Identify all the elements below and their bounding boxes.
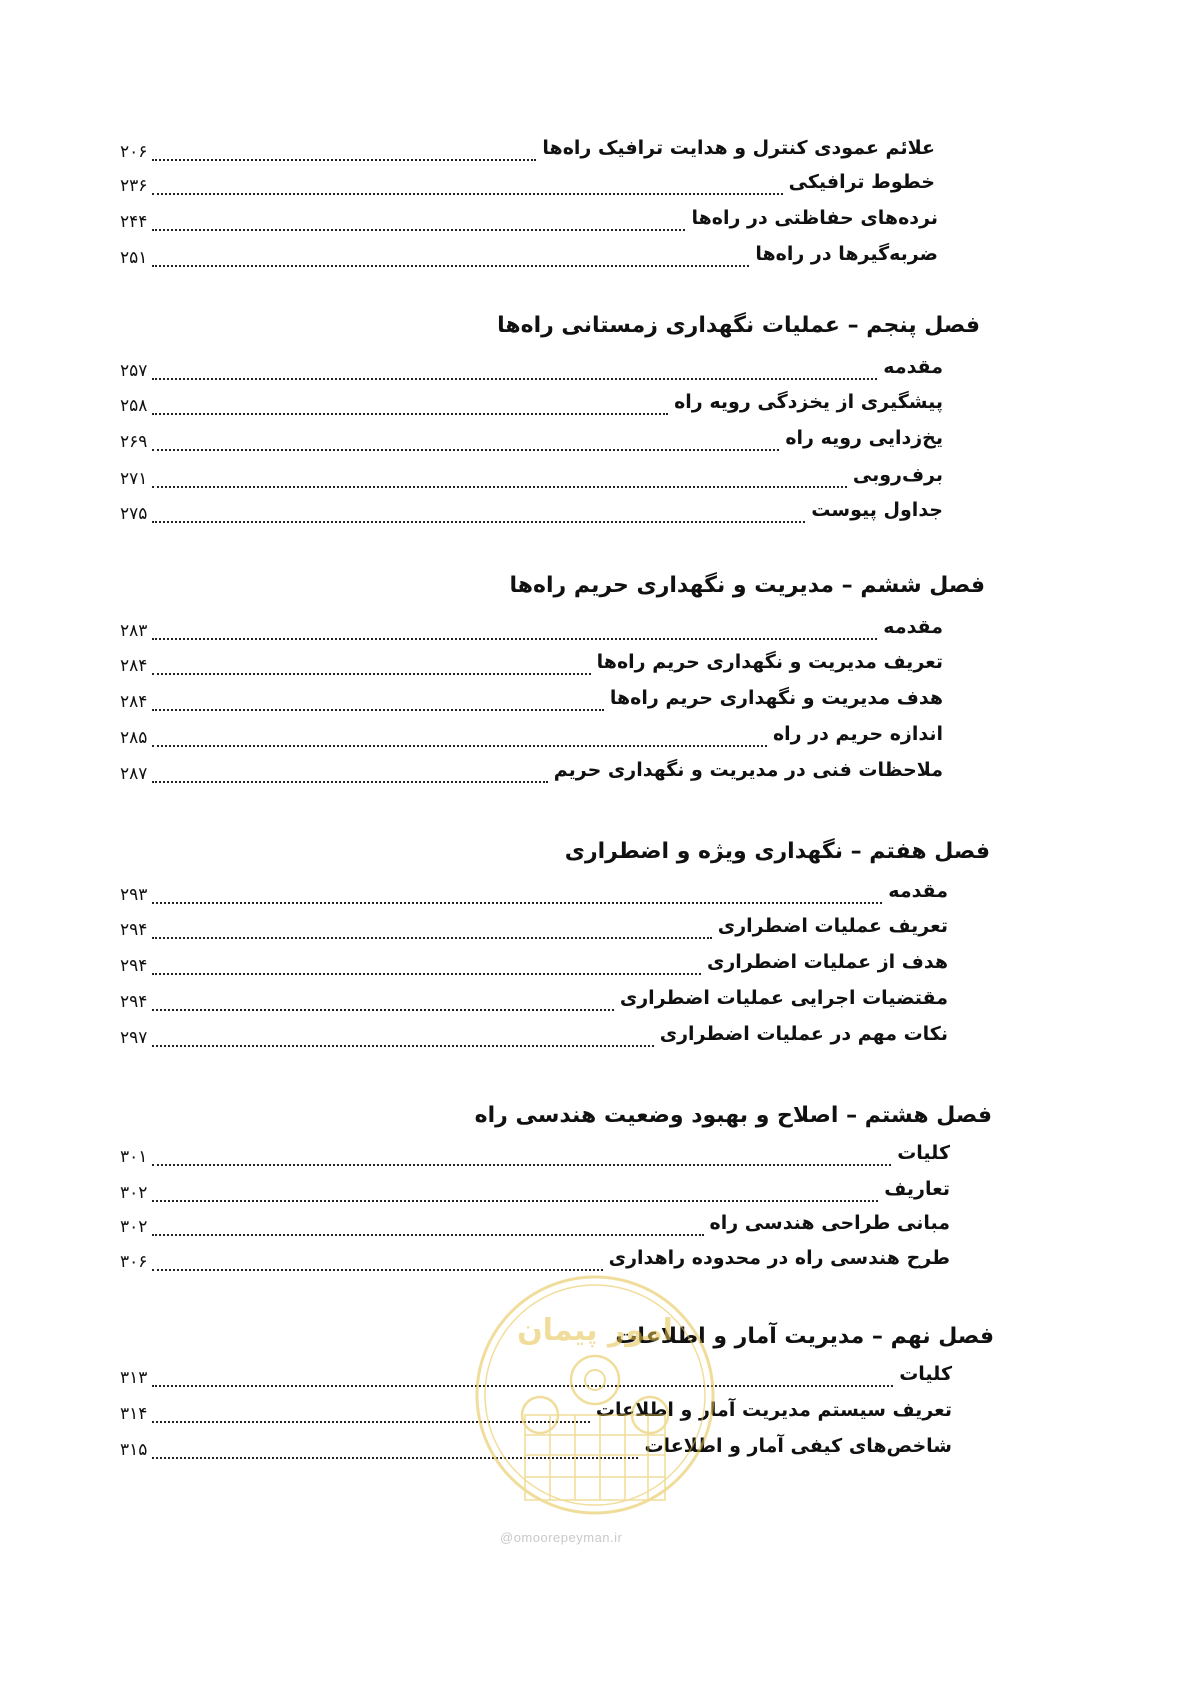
- page-number: ۳۱۴: [120, 1404, 148, 1424]
- dot-leader: [152, 413, 668, 415]
- page-number: ۲۸۵: [120, 728, 148, 748]
- watermark-logo-text: امور پیمان: [517, 1313, 673, 1348]
- entry-title: علائم عمودی کنترل و هدایت ترافیک راه‌ها: [538, 133, 935, 163]
- dot-leader: [152, 486, 847, 488]
- toc-entry[interactable]: [100, 683, 943, 713]
- entry-title: مقدمه: [879, 352, 943, 382]
- toc-entry[interactable]: [100, 1019, 948, 1049]
- entry-title: برف‌روبی: [849, 460, 943, 490]
- entry-title: نکات مهم در عملیات اضطراری: [656, 1019, 948, 1049]
- entry-title: شاخص‌های کیفی آمار و اطلاعات: [640, 1431, 952, 1461]
- dot-leader: [152, 638, 877, 640]
- page-number: ۳۰۶: [120, 1252, 148, 1272]
- dot-leader: [152, 1200, 878, 1202]
- page-number: ۳۰۲: [120, 1183, 148, 1203]
- entry-title: طرح هندسی راه در محدوده راهداری: [605, 1243, 950, 1273]
- page-number: ۳۰۲: [120, 1217, 148, 1237]
- dot-leader: [152, 709, 604, 711]
- page-number: ۲۸۴: [120, 656, 148, 676]
- page-number: ۲۵۸: [120, 396, 148, 416]
- toc-entry[interactable]: [100, 647, 943, 677]
- dot-leader: [152, 902, 882, 904]
- toc-section-chapter-5: [100, 312, 1020, 537]
- page-number: ۲۸۴: [120, 692, 148, 712]
- page-number: ۲۷۵: [120, 504, 148, 524]
- toc-entry[interactable]: [100, 352, 943, 382]
- dot-leader: [152, 229, 685, 231]
- entry-title: هدف مدیریت و نگهداری حریم راه‌ها: [606, 683, 943, 713]
- toc-section-chapter-7: [100, 838, 1020, 1063]
- dot-leader: [152, 745, 767, 747]
- dot-leader: [152, 1045, 654, 1047]
- dot-leader: [152, 1009, 614, 1011]
- dot-leader: [152, 193, 783, 195]
- dot-leader: [152, 973, 701, 975]
- toc-section-chapter-6: [100, 572, 1020, 797]
- toc-entry[interactable]: [100, 983, 948, 1013]
- dot-leader: [152, 1234, 704, 1236]
- page-number: ۲۸۳: [120, 621, 148, 641]
- toc-entry[interactable]: [100, 239, 938, 269]
- entry-title: تعریف مدیریت و نگهداری حریم راه‌ها: [593, 647, 943, 677]
- entry-title: مقدمه: [884, 876, 948, 906]
- page-number: ۲۹۳: [120, 885, 148, 905]
- page-number: ۲۵۱: [120, 248, 148, 268]
- entry-title: اندازه حریم در راه: [769, 719, 943, 749]
- toc-entry[interactable]: [100, 1138, 950, 1168]
- toc-entry[interactable]: [100, 755, 943, 785]
- page-number: ۲۹۴: [120, 956, 148, 976]
- dot-leader: [152, 781, 548, 783]
- dot-leader: [152, 521, 805, 523]
- toc-entry[interactable]: [100, 133, 935, 163]
- entry-title: خطوط ترافیکی: [785, 167, 935, 197]
- chapter-heading[interactable]: فصل هشتم – اصلاح و بهبود وضعیت هندسی راه: [474, 1103, 992, 1128]
- entry-title: مبانی طراحی هندسی راه: [706, 1208, 950, 1238]
- entry-title: تعریف عملیات اضطراری: [714, 911, 948, 941]
- dot-leader: [152, 159, 536, 161]
- toc-entry[interactable]: [100, 1208, 950, 1238]
- dot-leader: [152, 937, 712, 939]
- entry-title: کلیات: [895, 1359, 952, 1389]
- page-number: ۲۹۴: [120, 992, 148, 1012]
- chapter-heading[interactable]: فصل پنجم – عملیات نگهداری زمستانی راه‌ها: [497, 313, 980, 338]
- page-number: ۲۳۶: [120, 176, 148, 196]
- entry-title: پیشگیری از یخزدگی رویه راه: [670, 387, 943, 417]
- entry-title: ضربه‌گیرها در راه‌ها: [751, 239, 938, 269]
- chapter-heading[interactable]: فصل نهم – مدیریت آمار و اطلاعات: [615, 1324, 994, 1349]
- page-number: ۲۷۱: [120, 469, 148, 489]
- toc-entry[interactable]: [100, 876, 948, 906]
- page-number: ۲۶۹: [120, 432, 148, 452]
- entry-title: هدف از عملیات اضطراری: [703, 947, 948, 977]
- entry-title: نرده‌های حفاظتی در راه‌ها: [687, 203, 938, 233]
- toc-entry[interactable]: [100, 947, 948, 977]
- entry-title: تعریف سیستم مدیریت آمار و اطلاعات: [592, 1395, 952, 1425]
- toc-entry[interactable]: [100, 387, 943, 417]
- toc-entry[interactable]: [100, 495, 943, 525]
- toc-entry[interactable]: [100, 719, 943, 749]
- page-number: ۲۵۷: [120, 361, 148, 381]
- chapter-heading[interactable]: فصل ششم – مدیریت و نگهداری حریم راه‌ها: [509, 573, 985, 598]
- toc-entry[interactable]: [100, 167, 935, 197]
- dot-leader: [152, 449, 779, 451]
- toc-entry[interactable]: [100, 612, 943, 642]
- dot-leader: [152, 265, 749, 267]
- entry-title: مقتضیات اجرایی عملیات اضطراری: [616, 983, 948, 1013]
- toc-section-continued: [100, 125, 1020, 275]
- page-number: ۲۹۷: [120, 1028, 148, 1048]
- dot-leader: [152, 1164, 891, 1166]
- page-number: ۲۰۶: [120, 142, 148, 162]
- watermark-logo: [470, 1265, 720, 1525]
- chapter-heading[interactable]: فصل هفتم – نگهداری ویژه و اضطراری: [564, 839, 990, 864]
- toc-entry[interactable]: [100, 460, 943, 490]
- toc-entry[interactable]: [100, 1174, 950, 1204]
- entry-title: جداول پیوست: [807, 495, 943, 525]
- toc-entry[interactable]: [100, 423, 943, 453]
- entry-title: تعاریف: [880, 1174, 950, 1204]
- page-number: ۳۱۵: [120, 1440, 148, 1460]
- entry-title: کلیات: [893, 1138, 950, 1168]
- entry-title: مقدمه: [879, 612, 943, 642]
- page-number: ۳۱۳: [120, 1368, 148, 1388]
- page-number: ۳۰۱: [120, 1147, 148, 1167]
- dot-leader: [152, 673, 591, 675]
- page-number: ۲۹۴: [120, 920, 148, 940]
- dot-leader: [152, 378, 877, 380]
- entry-title: ملاحظات فنی در مدیریت و نگهداری حریم: [550, 755, 943, 785]
- watermark-url: @omoorepeyman.ir: [500, 1530, 623, 1545]
- toc-entry[interactable]: [100, 203, 938, 233]
- page-number: ۲۸۷: [120, 764, 148, 784]
- toc-section-chapter-8: [100, 1102, 1020, 1282]
- page-number: ۲۴۴: [120, 212, 148, 232]
- toc-entry[interactable]: [100, 911, 948, 941]
- entry-title: یخ‌زدایی رویه راه: [781, 423, 943, 453]
